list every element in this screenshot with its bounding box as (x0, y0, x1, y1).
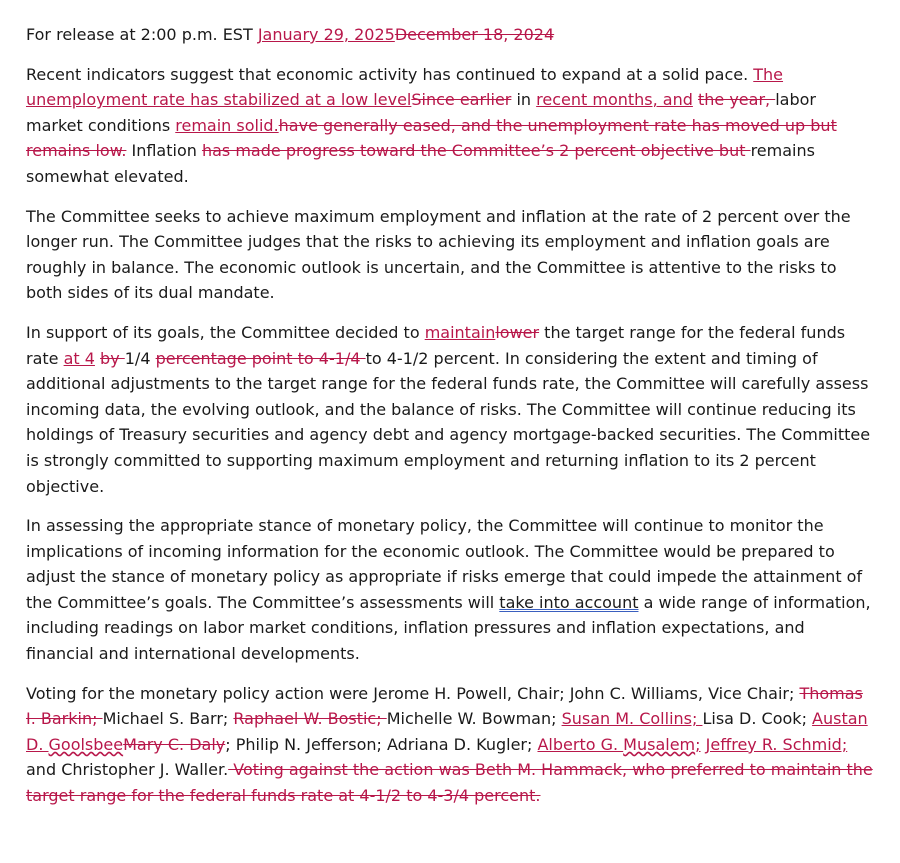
inserted-text: remain solid. (175, 115, 279, 135)
deleted-text: percentage point to 4-1/4 (155, 348, 366, 368)
inserted-text: maintain (424, 322, 496, 342)
inserted-text-spellcheck: Musalem (623, 734, 696, 754)
text-run: 1/4 (124, 348, 156, 368)
text-run: and Christopher J. Waller. (26, 760, 229, 780)
inserted-text: at 4 (63, 348, 95, 368)
inserted-text: ; (695, 734, 701, 754)
deleted-text: Raphael W. Bostic; (233, 709, 387, 729)
text-run: a wide range of information, including readings on labor market conditions, inflation pressures and inflation expectations, and financial and international developments. (26, 592, 871, 664)
text-run: Michael S. Barr; (102, 709, 234, 729)
text-run: labor market conditions (26, 90, 816, 135)
paragraph-target-range (26, 320, 874, 499)
inserted-text-spellcheck: Goolsbee (48, 734, 124, 754)
text-run: remains somewhat elevated. (26, 141, 815, 186)
deleted-text: have generally eased, and the unemployment rate has moved up but remains low. (26, 115, 837, 161)
inserted-date: January 29, 2025 (257, 25, 395, 44)
text-run: ; Philip N. Jefferson; Adriana D. Kugler; (225, 734, 538, 754)
deleted-text: Since earlier (411, 90, 512, 110)
deleted-text: Thomas I. Barkin; (26, 683, 863, 729)
inserted-text: Alberto G. (537, 734, 624, 754)
text-run: In support of its goals, the Committee decided to (26, 322, 425, 342)
text-run: Lisa D. Cook; (702, 709, 813, 729)
text-run: Michelle W. Bowman; (386, 709, 562, 729)
inserted-text: The unemployment rate has stabilized at a low level (26, 64, 784, 110)
release-line (26, 22, 874, 48)
deleted-text: the year, (697, 90, 776, 110)
inserted-text: Austan D. (26, 709, 868, 754)
text-run: Recent indicators suggest that economic activity has continued to expand at a solid pace. (26, 64, 754, 84)
paragraph-voting (26, 681, 874, 809)
deleted-text: lower (495, 322, 540, 342)
paragraph-policy-stance (26, 513, 874, 667)
deleted-date: December 18, 2024 (394, 25, 555, 44)
text-run: In assessing the appropriate stance of monetary policy, the Committee will continue to monitor the implications of incoming information for the economic outlook. The Committee would be prepared to adjust the stance of monetary policy as appropriate if risks emerge that could impede the attainment of the Committee’s goals. The Committee’s assessments will (26, 516, 863, 612)
inserted-text: Jeffrey R. Schmid; (705, 734, 848, 754)
deleted-text: Mary C. Daly (123, 734, 226, 754)
deleted-text: has made progress toward the Committee’s 2 percent objective but (201, 141, 751, 161)
text-run: Voting for the monetary policy action were Jerome H. Powell, Chair; John C. Williams, Vice Chair; (26, 683, 800, 703)
paragraph-economic-activity (26, 62, 874, 190)
take-into-account-link[interactable]: take into account (499, 592, 639, 612)
inserted-text: Susan M. Collins; (561, 709, 703, 729)
text-run: the target range for the federal funds rate (26, 322, 846, 368)
inserted-text: recent months, and (536, 90, 693, 110)
release-prefix: For release at 2:00 p.m. EST (26, 25, 258, 44)
deleted-text: Voting against the action was Beth M. Hammack, who preferred to maintain the target range for the federal funds rate at 4-1/2 to 4-3/4 percent. (26, 760, 873, 806)
text-run: in (511, 90, 537, 110)
text-run: Inflation (126, 141, 202, 161)
text-run: to 4-1/2 percent. In considering the extent and timing of additional adjustments to the target range for the federal funds rate, the Committee will carefully assess incoming data, the evolving outlook, and the balance of risks. The Committee will continue reducing its holdings of Treasury securities and agency debt and agency mortgage-backed securities. The Committee is strongly committed to supporting maximum employment and returning inflation to its 2 percent objective. (26, 348, 871, 496)
paragraph-committee-goals: The Committee seeks to achieve maximum employment and inflation at the rate of 2 percent over the longer run. The Committee judges that the risks to achieving its employment and inflation goals are roughly in balance. The economic outlook is uncertain, and the Committee is attentive to the risks to both sides of its dual mandate. (26, 206, 851, 303)
deleted-text: by (100, 348, 125, 368)
